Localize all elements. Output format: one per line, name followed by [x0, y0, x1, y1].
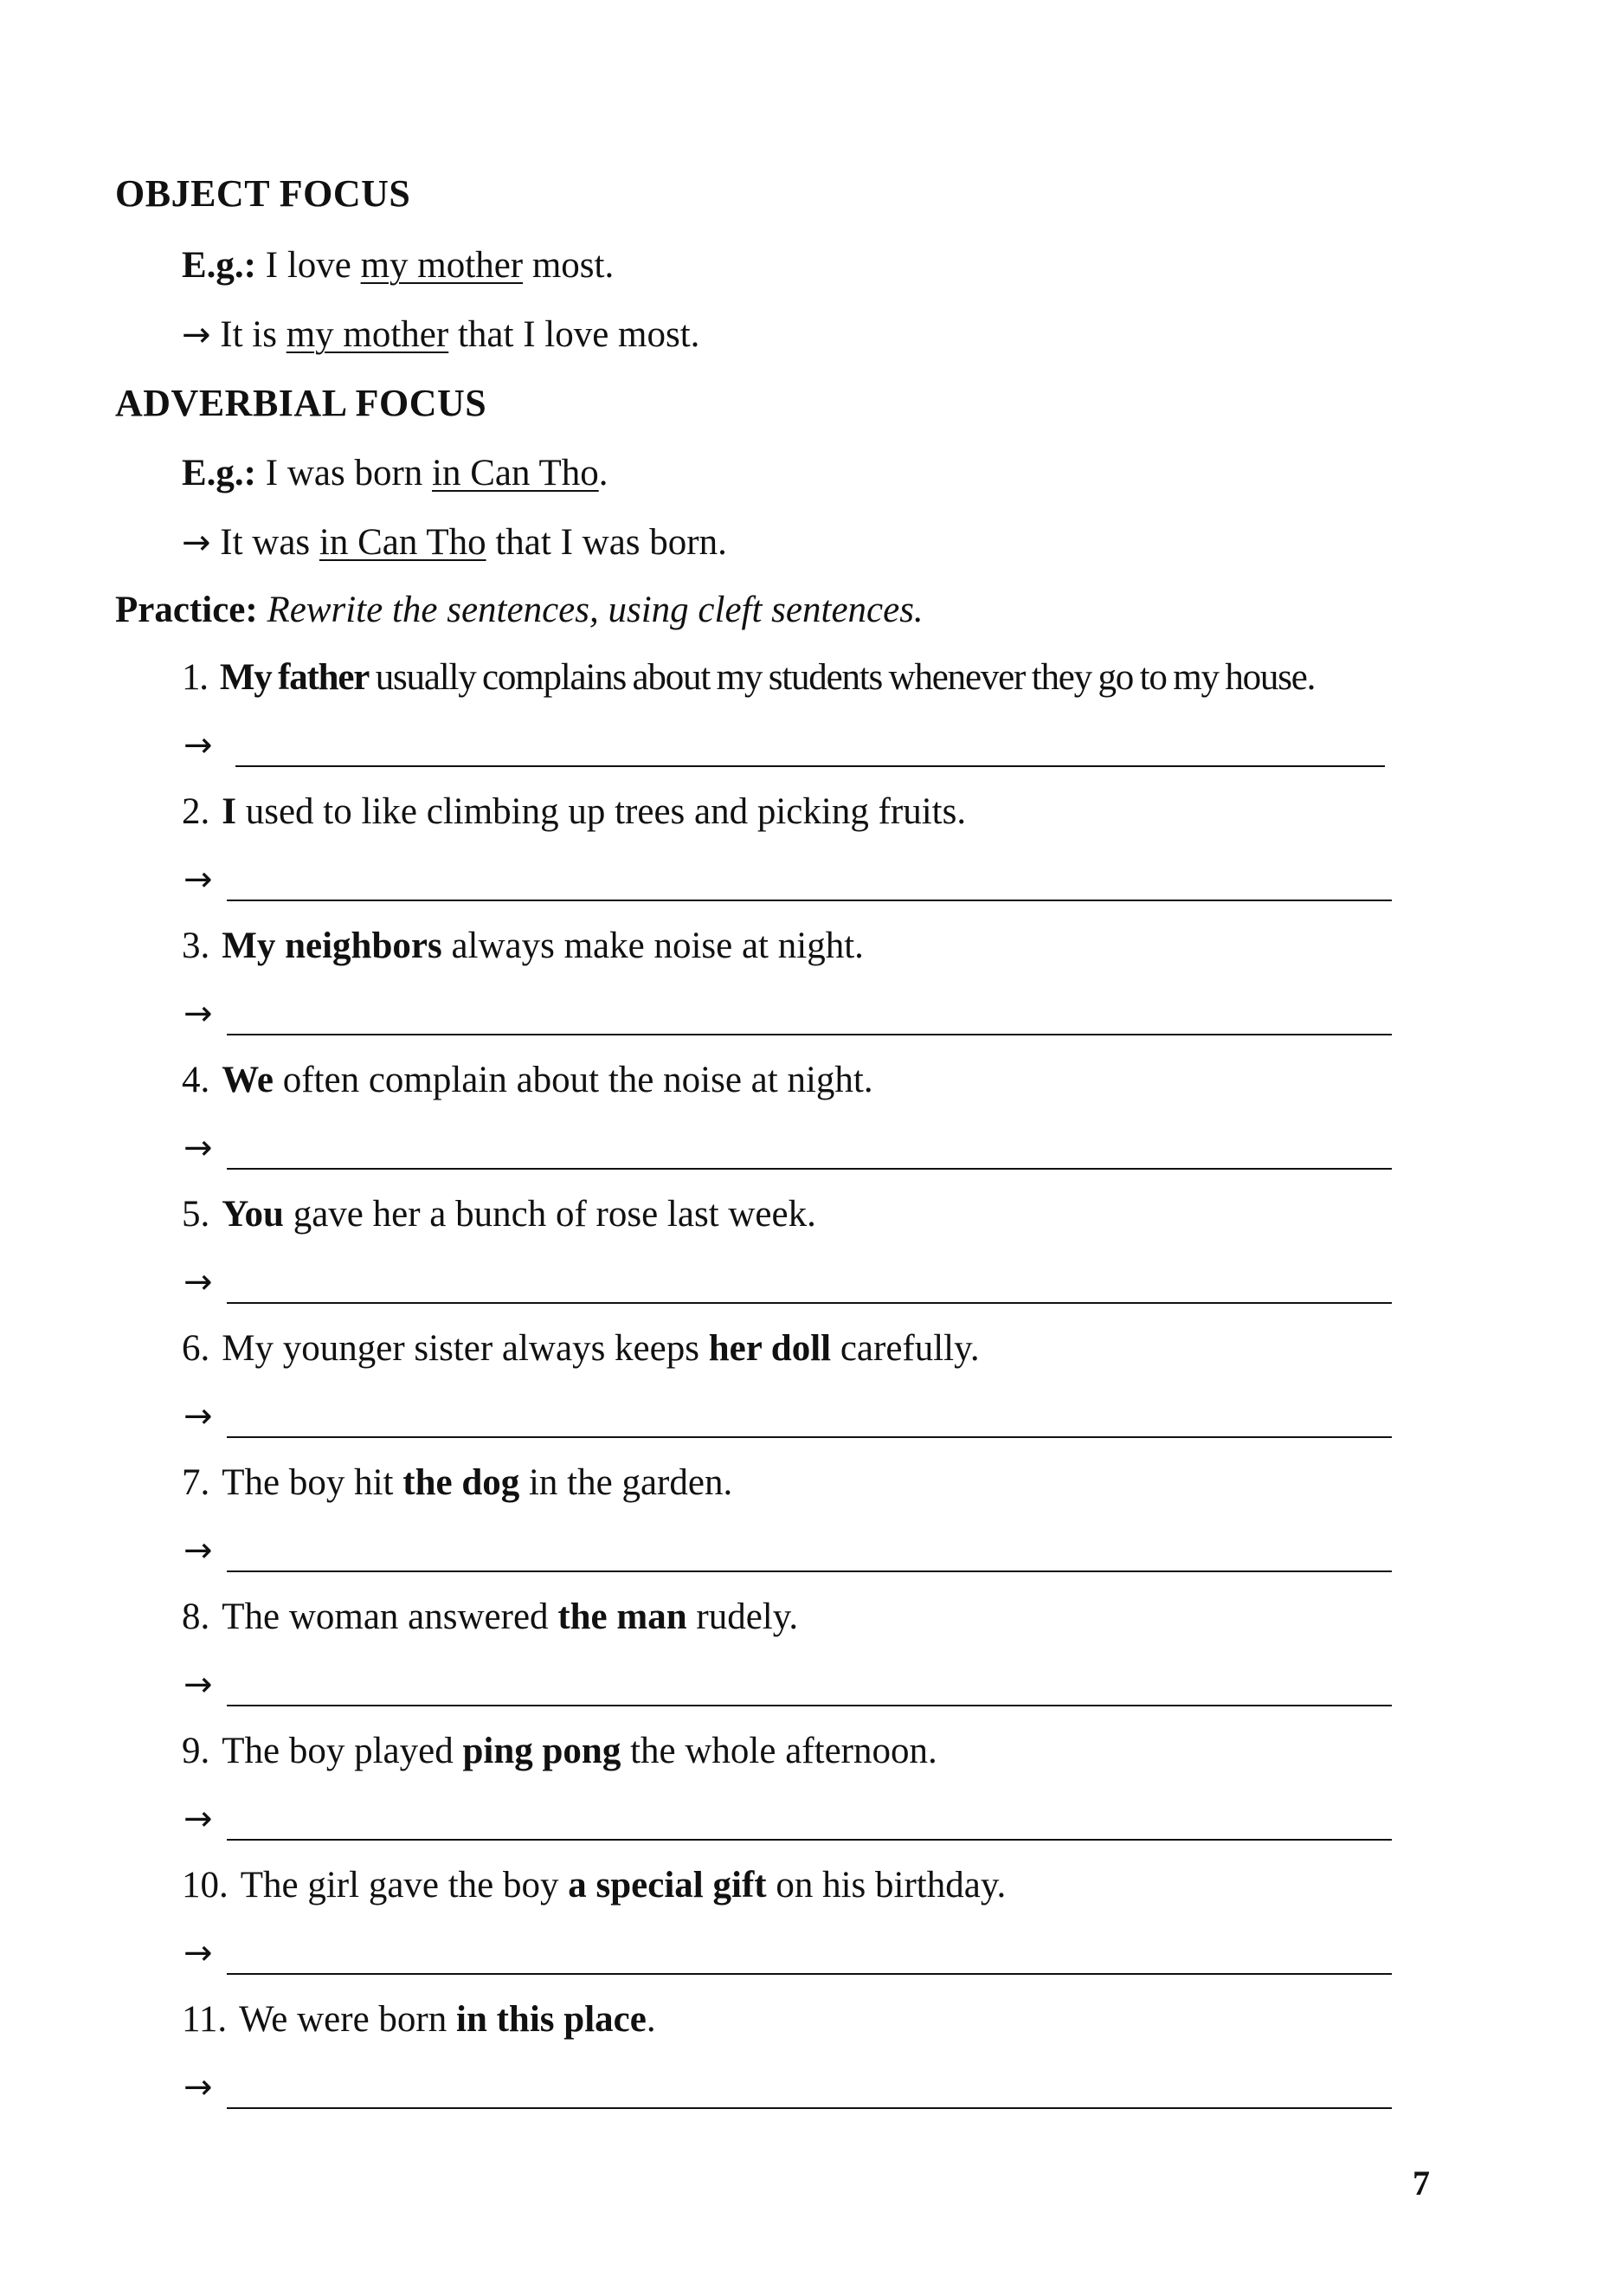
adverbial-focus-example — [182, 452, 608, 494]
result-text-post: that I was born. — [495, 522, 727, 563]
practice-item — [182, 1461, 732, 1504]
answer-line[interactable] — [227, 1034, 1392, 1035]
answer-line[interactable] — [227, 2107, 1392, 2109]
example-focus: in Can Tho — [432, 453, 599, 493]
item-focus: You — [222, 1194, 284, 1235]
result-focus: my mother — [286, 314, 449, 355]
arrow-icon: → — [183, 860, 213, 900]
item-number: 1. — [182, 657, 208, 698]
object-focus-example — [182, 244, 614, 287]
item-number: 5. — [182, 1194, 210, 1235]
practice-item — [182, 1998, 656, 2041]
arrow-icon: → — [183, 2067, 213, 2107]
practice-instruction — [115, 589, 924, 631]
item-number: 10. — [182, 1865, 229, 1906]
practice-instruction-text: Rewrite the sentences, using cleft sentences. — [267, 590, 924, 630]
answer-line[interactable] — [227, 1302, 1392, 1304]
answer-line[interactable] — [227, 1168, 1392, 1170]
item-number: 3. — [182, 925, 210, 966]
result-focus: in Can Tho — [319, 522, 486, 563]
item-text-post: rudely. — [696, 1596, 799, 1637]
practice-item — [182, 1193, 816, 1235]
item-text-pre: The woman answered — [222, 1596, 549, 1637]
example-text-pre: I was born — [265, 453, 423, 493]
object-focus-result — [182, 313, 699, 356]
practice-item — [182, 790, 966, 833]
item-text-post: gave her a bunch of rose last week. — [293, 1194, 816, 1235]
answer-line[interactable] — [227, 1973, 1392, 1975]
item-focus: a special gift — [568, 1865, 767, 1906]
item-focus: in this place — [456, 1999, 647, 2040]
arrow-icon: → — [183, 1933, 213, 1973]
answer-line[interactable] — [235, 765, 1385, 767]
practice-item — [182, 925, 864, 967]
item-number: 9. — [182, 1731, 210, 1771]
example-label: E.g.: — [182, 245, 256, 286]
item-text-pre: We were born — [239, 1999, 447, 2040]
item-text-pre: The boy hit — [222, 1462, 394, 1503]
item-text-post: usually complains about my students whenever they go to my house. — [375, 657, 1316, 698]
arrow-icon: → — [183, 1799, 213, 1839]
practice-item — [182, 1596, 798, 1638]
answer-line[interactable] — [227, 1570, 1392, 1572]
arrow-icon: → — [183, 1665, 213, 1705]
example-text-post: most. — [531, 245, 615, 286]
item-text-post: often complain about the noise at night. — [282, 1060, 873, 1100]
practice-item — [182, 656, 1315, 699]
answer-line[interactable] — [227, 900, 1392, 901]
page-number: 7 — [1413, 2164, 1430, 2202]
item-text-post: the whole afternoon. — [630, 1731, 937, 1771]
arrow-icon: → — [183, 1531, 213, 1570]
arrow-icon: → — [183, 1262, 213, 1302]
item-focus: the dog — [402, 1462, 520, 1503]
example-label: E.g.: — [182, 453, 256, 493]
item-focus: I — [222, 791, 236, 832]
arrow-icon: → — [183, 994, 213, 1034]
item-focus: her doll — [708, 1328, 832, 1369]
item-number: 2. — [182, 791, 210, 832]
item-number: 4. — [182, 1060, 210, 1100]
item-text-post: on his birthday. — [776, 1865, 1007, 1906]
item-focus: My neighbors — [222, 925, 442, 966]
practice-item — [182, 1730, 937, 1772]
result-text-pre: It was — [220, 522, 311, 563]
item-text-post: . — [646, 1999, 656, 2040]
example-text-post: . — [598, 453, 608, 493]
item-focus: the man — [557, 1596, 687, 1637]
item-text-pre: My younger sister always keeps — [222, 1328, 699, 1369]
object-focus-heading: OBJECT FOCUS — [115, 172, 411, 215]
item-number: 11. — [182, 1999, 228, 2040]
practice-label: Practice: — [115, 590, 258, 630]
arrow-icon: → — [183, 1396, 213, 1436]
practice-item — [182, 1059, 873, 1101]
item-number: 6. — [182, 1328, 210, 1369]
practice-item — [182, 1327, 980, 1370]
arrow-icon: → — [182, 315, 211, 355]
item-text-post: always make noise at night. — [451, 925, 864, 966]
item-text-pre: The boy played — [222, 1731, 454, 1771]
answer-line[interactable] — [227, 1436, 1392, 1438]
item-focus: ping pong — [462, 1731, 621, 1771]
item-text-post: used to like climbing up trees and picking fruits. — [245, 791, 967, 832]
item-text-post: in the garden. — [528, 1462, 733, 1503]
answer-line[interactable] — [227, 1839, 1392, 1841]
result-text-pre: It is — [220, 314, 277, 355]
adverbial-focus-heading: ADVERBIAL FOCUS — [115, 382, 487, 424]
arrow-icon: → — [182, 523, 211, 563]
item-number: 7. — [182, 1462, 210, 1503]
practice-item — [182, 1864, 1006, 1906]
example-text-pre: I love — [265, 245, 351, 286]
item-focus: We — [222, 1060, 274, 1100]
answer-line[interactable] — [227, 1705, 1392, 1706]
arrow-icon: → — [183, 1128, 213, 1168]
item-focus: My father — [219, 657, 370, 698]
item-text-post: carefully. — [840, 1328, 980, 1369]
result-text-post: that I love most. — [457, 314, 700, 355]
item-number: 8. — [182, 1596, 210, 1637]
arrow-icon: → — [183, 726, 213, 765]
item-text-pre: The girl gave the boy — [240, 1865, 559, 1906]
example-focus: my mother — [360, 245, 524, 286]
adverbial-focus-result — [182, 521, 727, 564]
